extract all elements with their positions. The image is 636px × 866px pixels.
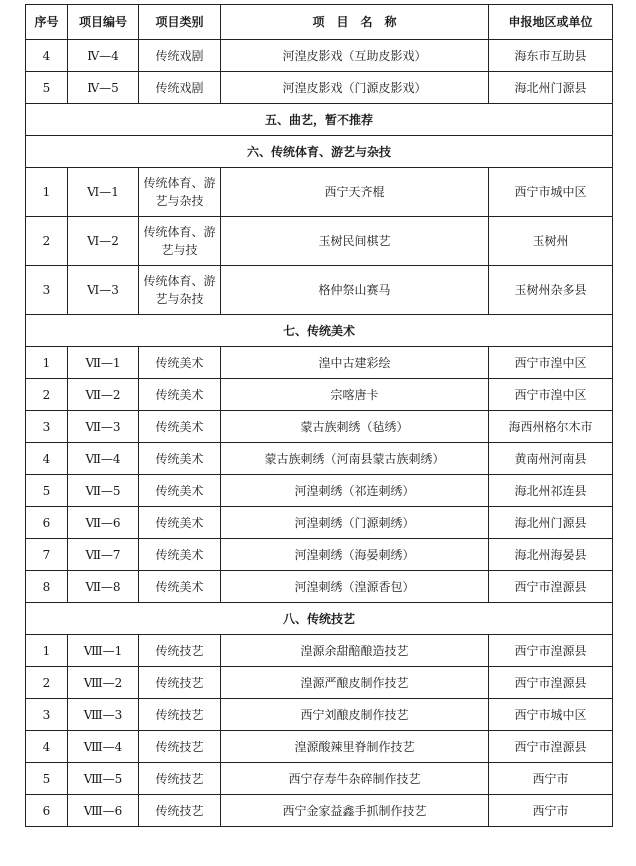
header-code: 项目编号	[68, 5, 139, 40]
cell-category: 传统美术	[139, 411, 221, 443]
cell-serial: 3	[26, 266, 68, 315]
cell-region: 西宁市湟源县	[489, 571, 613, 603]
cell-code: Ⅷ—2	[68, 667, 139, 699]
cell-project-name: 河湟刺绣（湟源香包）	[221, 571, 489, 603]
table-row	[26, 379, 613, 411]
cell-serial: 6	[26, 795, 68, 827]
cell-category: 传统技艺	[139, 731, 221, 763]
cell-code: Ⅷ—6	[68, 795, 139, 827]
cell-serial: 2	[26, 217, 68, 266]
cell-category: 传统体育、游艺与技	[139, 217, 221, 266]
table-row	[26, 635, 613, 667]
cell-region: 海西州格尔木市	[489, 411, 613, 443]
cell-region: 西宁市城中区	[489, 699, 613, 731]
cell-serial: 1	[26, 635, 68, 667]
cell-serial: 1	[26, 168, 68, 217]
cell-category: 传统技艺	[139, 763, 221, 795]
cell-region: 玉树州杂多县	[489, 266, 613, 315]
cell-code: Ⅵ—2	[68, 217, 139, 266]
cell-project-name: 河湟皮影戏（门源皮影戏）	[221, 72, 489, 104]
table-row	[26, 667, 613, 699]
cell-category: 传统体育、游艺与杂技	[139, 266, 221, 315]
cell-region: 海北州门源县	[489, 507, 613, 539]
cell-code: Ⅷ—1	[68, 635, 139, 667]
table-row	[26, 475, 613, 507]
table-row	[26, 507, 613, 539]
cell-region: 海北州祁连县	[489, 475, 613, 507]
cell-serial: 5	[26, 72, 68, 104]
cell-project-name: 河湟刺绣（祁连刺绣）	[221, 475, 489, 507]
cell-project-name: 湟源酸辣里脊制作技艺	[221, 731, 489, 763]
cell-serial: 4	[26, 443, 68, 475]
cell-region: 西宁市湟源县	[489, 667, 613, 699]
cell-region: 海北州门源县	[489, 72, 613, 104]
cell-serial: 6	[26, 507, 68, 539]
cell-code: Ⅶ—2	[68, 379, 139, 411]
cell-code: Ⅶ—6	[68, 507, 139, 539]
cell-serial: 4	[26, 731, 68, 763]
cell-code: Ⅳ—5	[68, 72, 139, 104]
cell-serial: 5	[26, 475, 68, 507]
cell-category: 传统美术	[139, 571, 221, 603]
table-row	[26, 347, 613, 379]
section-heading: 七、传统美术	[26, 315, 613, 347]
cell-project-name: 河湟刺绣（门源刺绣）	[221, 507, 489, 539]
cell-category: 传统技艺	[139, 699, 221, 731]
cell-project-name: 西宁天齐棍	[221, 168, 489, 217]
section-heading-row	[26, 315, 613, 347]
cell-category: 传统戏剧	[139, 72, 221, 104]
header-region: 申报地区或单位	[489, 5, 613, 40]
table-row	[26, 539, 613, 571]
cell-region: 西宁市湟源县	[489, 731, 613, 763]
cell-serial: 2	[26, 667, 68, 699]
cell-project-name: 宗喀唐卡	[221, 379, 489, 411]
cell-serial: 1	[26, 347, 68, 379]
table-row	[26, 571, 613, 603]
cell-project-name: 蒙古族刺绣（毡绣）	[221, 411, 489, 443]
section-heading: 八、传统技艺	[26, 603, 613, 635]
table-row	[26, 266, 613, 315]
cell-serial: 4	[26, 40, 68, 72]
cell-category: 传统美术	[139, 475, 221, 507]
cell-region: 西宁市湟中区	[489, 347, 613, 379]
cell-project-name: 湟源余甜醅酿造技艺	[221, 635, 489, 667]
cell-category: 传统技艺	[139, 635, 221, 667]
cell-project-name: 湟中古建彩绘	[221, 347, 489, 379]
cell-project-name: 河湟刺绣（海晏刺绣）	[221, 539, 489, 571]
cell-category: 传统美术	[139, 379, 221, 411]
cell-category: 传统美术	[139, 443, 221, 475]
header-row	[26, 5, 613, 40]
cell-code: Ⅶ—7	[68, 539, 139, 571]
table-row	[26, 731, 613, 763]
header-name: 项 目 名 称	[221, 5, 489, 40]
cell-region: 海东市互助县	[489, 40, 613, 72]
cell-category: 传统体育、游艺与杂技	[139, 168, 221, 217]
cell-category: 传统戏剧	[139, 40, 221, 72]
table-row	[26, 443, 613, 475]
table-row	[26, 763, 613, 795]
cell-project-name: 玉树民间棋艺	[221, 217, 489, 266]
section-heading-row	[26, 136, 613, 168]
cell-code: Ⅶ—4	[68, 443, 139, 475]
cell-project-name: 格仲祭山赛马	[221, 266, 489, 315]
cell-project-name: 西宁存寿牛杂碎制作技艺	[221, 763, 489, 795]
cell-project-name: 湟源严酿皮制作技艺	[221, 667, 489, 699]
cell-serial: 7	[26, 539, 68, 571]
cell-category: 传统技艺	[139, 795, 221, 827]
cell-region: 黄南州河南县	[489, 443, 613, 475]
table-row	[26, 795, 613, 827]
cell-region: 西宁市湟源县	[489, 635, 613, 667]
cell-category: 传统美术	[139, 507, 221, 539]
cell-category: 传统技艺	[139, 667, 221, 699]
cell-project-name: 西宁刘酿皮制作技艺	[221, 699, 489, 731]
cell-serial: 8	[26, 571, 68, 603]
section-heading: 五、曲艺，暂不推荐	[26, 104, 613, 136]
cell-code: Ⅵ—3	[68, 266, 139, 315]
cell-serial: 3	[26, 699, 68, 731]
header-category: 项目类别	[139, 5, 221, 40]
cell-project-name: 西宁金家益鑫手抓制作技艺	[221, 795, 489, 827]
section-heading: 六、传统体育、游艺与杂技	[26, 136, 613, 168]
cell-region: 西宁市城中区	[489, 168, 613, 217]
cell-region: 西宁市	[489, 795, 613, 827]
cell-project-name: 河湟皮影戏（互助皮影戏）	[221, 40, 489, 72]
table-row	[26, 411, 613, 443]
cell-category: 传统美术	[139, 347, 221, 379]
table-row	[26, 699, 613, 731]
cell-region: 玉树州	[489, 217, 613, 266]
cell-code: Ⅷ—3	[68, 699, 139, 731]
section-heading-row	[26, 603, 613, 635]
cell-code: Ⅷ—4	[68, 731, 139, 763]
cell-code: Ⅶ—5	[68, 475, 139, 507]
table-row	[26, 168, 613, 217]
cell-region: 海北州海晏县	[489, 539, 613, 571]
cell-code: Ⅵ—1	[68, 168, 139, 217]
cell-region: 西宁市湟中区	[489, 379, 613, 411]
cell-serial: 2	[26, 379, 68, 411]
cell-code: Ⅶ—1	[68, 347, 139, 379]
cell-code: Ⅶ—3	[68, 411, 139, 443]
cell-serial: 3	[26, 411, 68, 443]
heritage-project-table	[25, 4, 613, 827]
table-row	[26, 217, 613, 266]
table-row	[26, 72, 613, 104]
cell-project-name: 蒙古族刺绣（河南县蒙古族刺绣）	[221, 443, 489, 475]
cell-code: Ⅳ—4	[68, 40, 139, 72]
cell-category: 传统美术	[139, 539, 221, 571]
table-row	[26, 40, 613, 72]
cell-region: 西宁市	[489, 763, 613, 795]
header-serial: 序号	[26, 5, 68, 40]
table-body	[26, 40, 613, 827]
cell-code: Ⅷ—5	[68, 763, 139, 795]
cell-serial: 5	[26, 763, 68, 795]
section-heading-row	[26, 104, 613, 136]
cell-code: Ⅶ—8	[68, 571, 139, 603]
